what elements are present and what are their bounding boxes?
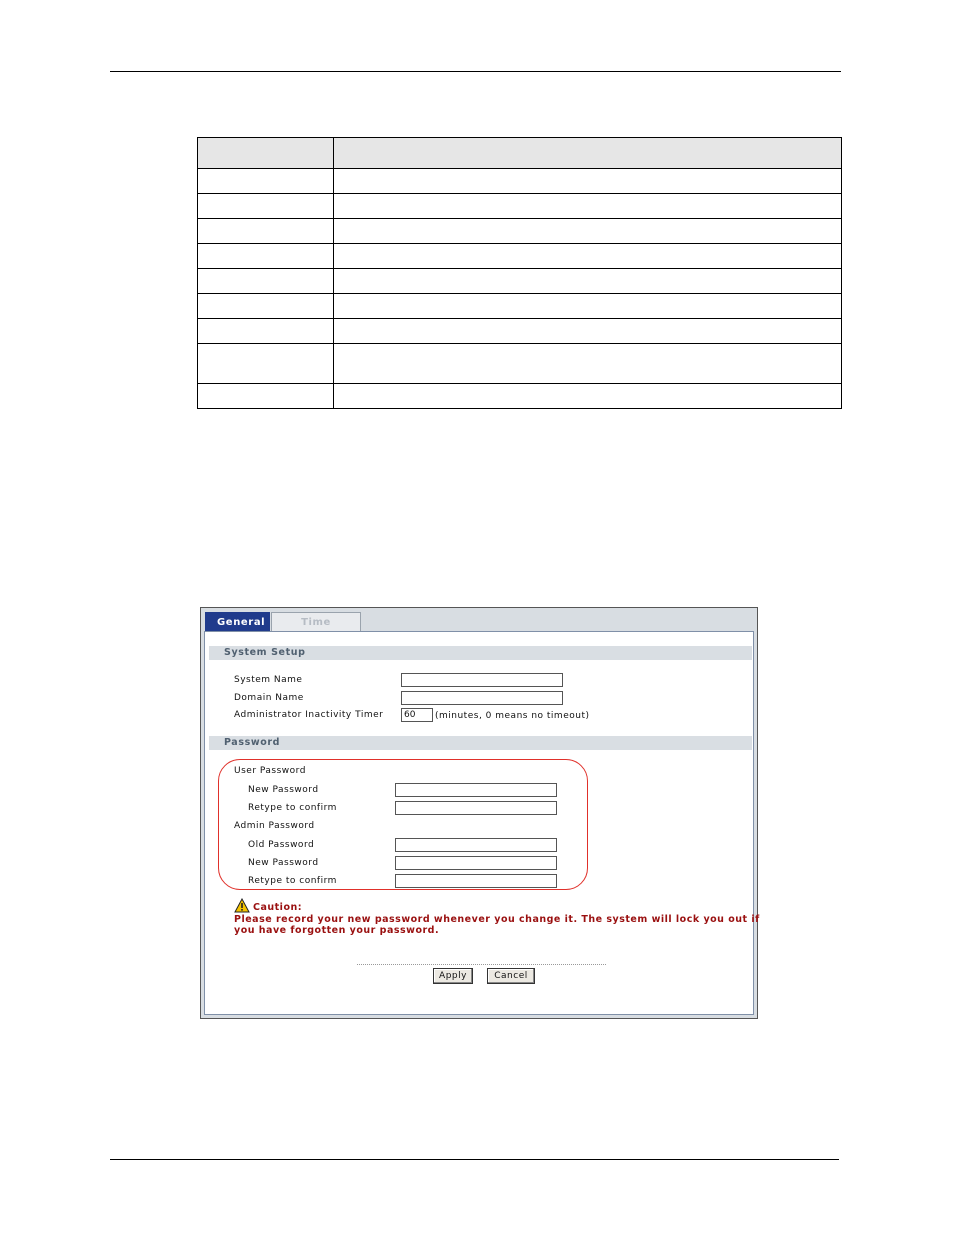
system-setup-header: System Setup [209, 646, 752, 660]
cancel-button[interactable]: Cancel [487, 968, 535, 984]
general-panel [204, 631, 760, 1015]
user-retype-input[interactable] [395, 801, 557, 815]
warning-icon [234, 898, 250, 913]
user-password-label: User Password [234, 766, 306, 776]
admin-retype-label: Retype to confirm [248, 876, 337, 886]
table-row [198, 384, 842, 409]
reference-table [197, 137, 842, 409]
table-row [198, 194, 842, 219]
table-row [198, 244, 842, 269]
user-new-password-label: New Password [248, 785, 319, 795]
tab-time-setting[interactable]: Time [271, 612, 361, 631]
system-name-label: System Name [234, 675, 303, 685]
footer-rule [110, 1159, 839, 1160]
system-name-input[interactable] [401, 673, 563, 687]
table-header-row [198, 138, 842, 169]
table-row [198, 344, 842, 384]
domain-name-input[interactable] [401, 691, 563, 705]
button-divider [357, 964, 606, 965]
user-new-password-input[interactable] [395, 783, 557, 797]
inactivity-timer-label: Administrator Inactivity Timer [234, 710, 384, 720]
header-rule [110, 71, 841, 72]
user-retype-label: Retype to confirm [248, 803, 337, 813]
table-row [198, 269, 842, 294]
admin-retype-input[interactable] [395, 874, 557, 888]
inactivity-timer-input[interactable]: 60 [401, 708, 433, 722]
password-header: Password [209, 736, 752, 750]
caution-line-2: you have forgotten your password. [234, 925, 440, 936]
domain-name-label: Domain Name [234, 693, 304, 703]
inactivity-timer-hint: (minutes, 0 means no timeout) [435, 711, 590, 721]
caution-title: Caution: [253, 902, 303, 913]
table-row [198, 169, 842, 194]
caution-line-1: Please record your new password whenever you change it. The system will lock you out if [234, 914, 760, 925]
admin-old-password-input[interactable] [395, 838, 557, 852]
tab-bar [205, 612, 361, 631]
table-row [198, 319, 842, 344]
table-row [198, 294, 842, 319]
table-row [198, 219, 842, 244]
admin-old-password-label: Old Password [248, 840, 315, 850]
tab-general[interactable]: General [205, 612, 270, 631]
admin-password-label: Admin Password [234, 821, 315, 831]
admin-new-password-input[interactable] [395, 856, 557, 870]
apply-button[interactable]: Apply [433, 968, 473, 984]
settings-screenshot [200, 607, 758, 1019]
admin-new-password-label: New Password [248, 858, 319, 868]
